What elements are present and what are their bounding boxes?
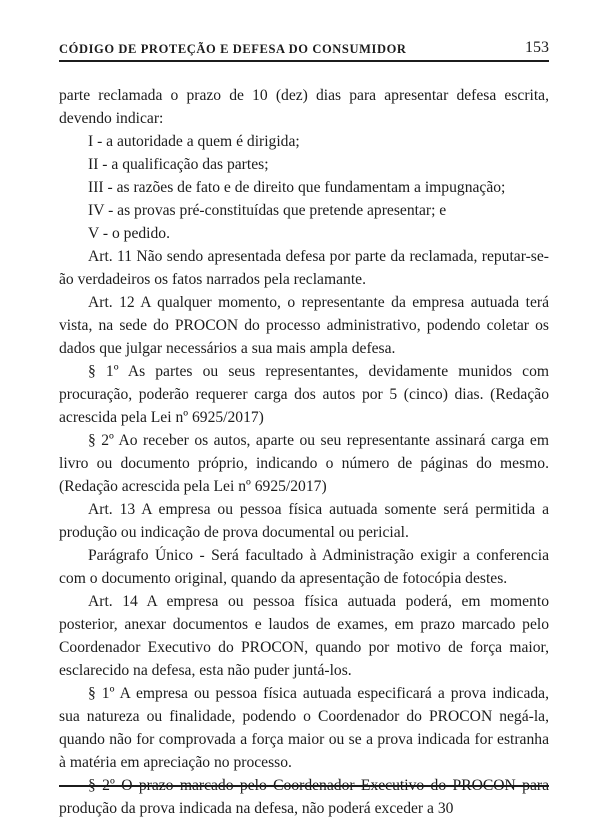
list-item: II - a qualificação das partes;	[88, 156, 269, 173]
footer-rule	[59, 785, 549, 787]
page-number: 153	[525, 39, 549, 56]
article-13-sole-paragraph: Parágrafo Único - Será facultado à Administração exigir a conferencia com o documento original, quando da apresentação de fotocópia destes.	[59, 547, 549, 587]
article-14-paragraph-2: § 2º O prazo marcado pelo Coordenador Executivo do PROCON para produção da prova indicada na defesa, não poderá exceder a 30	[59, 777, 549, 817]
article-12-paragraph-1: § 1º As partes ou seus representantes, devidamente munidos com procuração, poderão requerer carga dos autos por 5 (cinco) dias. (Redação acrescida pela Lei nº 6925/2017)	[59, 363, 549, 426]
list-item: V - o pedido.	[88, 225, 171, 242]
list-item: IV - as provas pré-constituídas que pretende apresentar; e	[88, 202, 447, 219]
article-11: Art. 11 Não sendo apresentada defesa por parte da reclamada, reputar-se-ão verdadeiros os fatos narrados pela reclamante.	[59, 248, 549, 288]
header-title: CÓDIGO DE PROTEÇÃO E DEFESA DO CONSUMIDOR	[59, 42, 407, 56]
article-14-paragraph-1: § 1º A empresa ou pessoa física autuada especificará a prova indicada, sua natureza ou finalidade, podendo o Coordenador do PROCON negá-la, quando não for comprovada a força maior ou se a prova indicada for estranha à matéria em apreciação no processo.	[59, 685, 549, 771]
paragraph-continuation: parte reclamada o prazo de 10 (dez) dias para apresentar defesa escrita, devendo indicar:	[59, 87, 549, 127]
list-item: I - a autoridade a quem é dirigida;	[88, 133, 300, 150]
article-13: Art. 13 A empresa ou pessoa física autuada somente será permitida a produção ou indicação de prova documental ou pericial.	[59, 501, 549, 541]
article-14: Art. 14 A empresa ou pessoa física autuada poderá, em momento posterior, anexar documentos e laudos de exames, em prazo marcado pelo Coordenador Executivo do PROCON, quando por motivo de força maior, esclarecido na defesa, esta não puder juntá-los.	[59, 593, 549, 679]
list-item: III - as razões de fato e de direito que fundamentam a impugnação;	[88, 179, 506, 196]
article-12-paragraph-2: § 2º Ao receber os autos, aparte ou seu representante assinará carga em livro ou documento próprio, indicando o número de páginas do mesmo. (Redação acrescida pela Lei nº 6925/2017)	[59, 432, 549, 495]
article-12: Art. 12 A qualquer momento, o representante da empresa autuada terá vista, na sede do PROCON do processo administrativo, podendo coletar os dados que julgar necessários a sua mais ampla defesa.	[59, 294, 549, 357]
page-body	[59, 84, 549, 820]
running-header	[59, 36, 549, 62]
